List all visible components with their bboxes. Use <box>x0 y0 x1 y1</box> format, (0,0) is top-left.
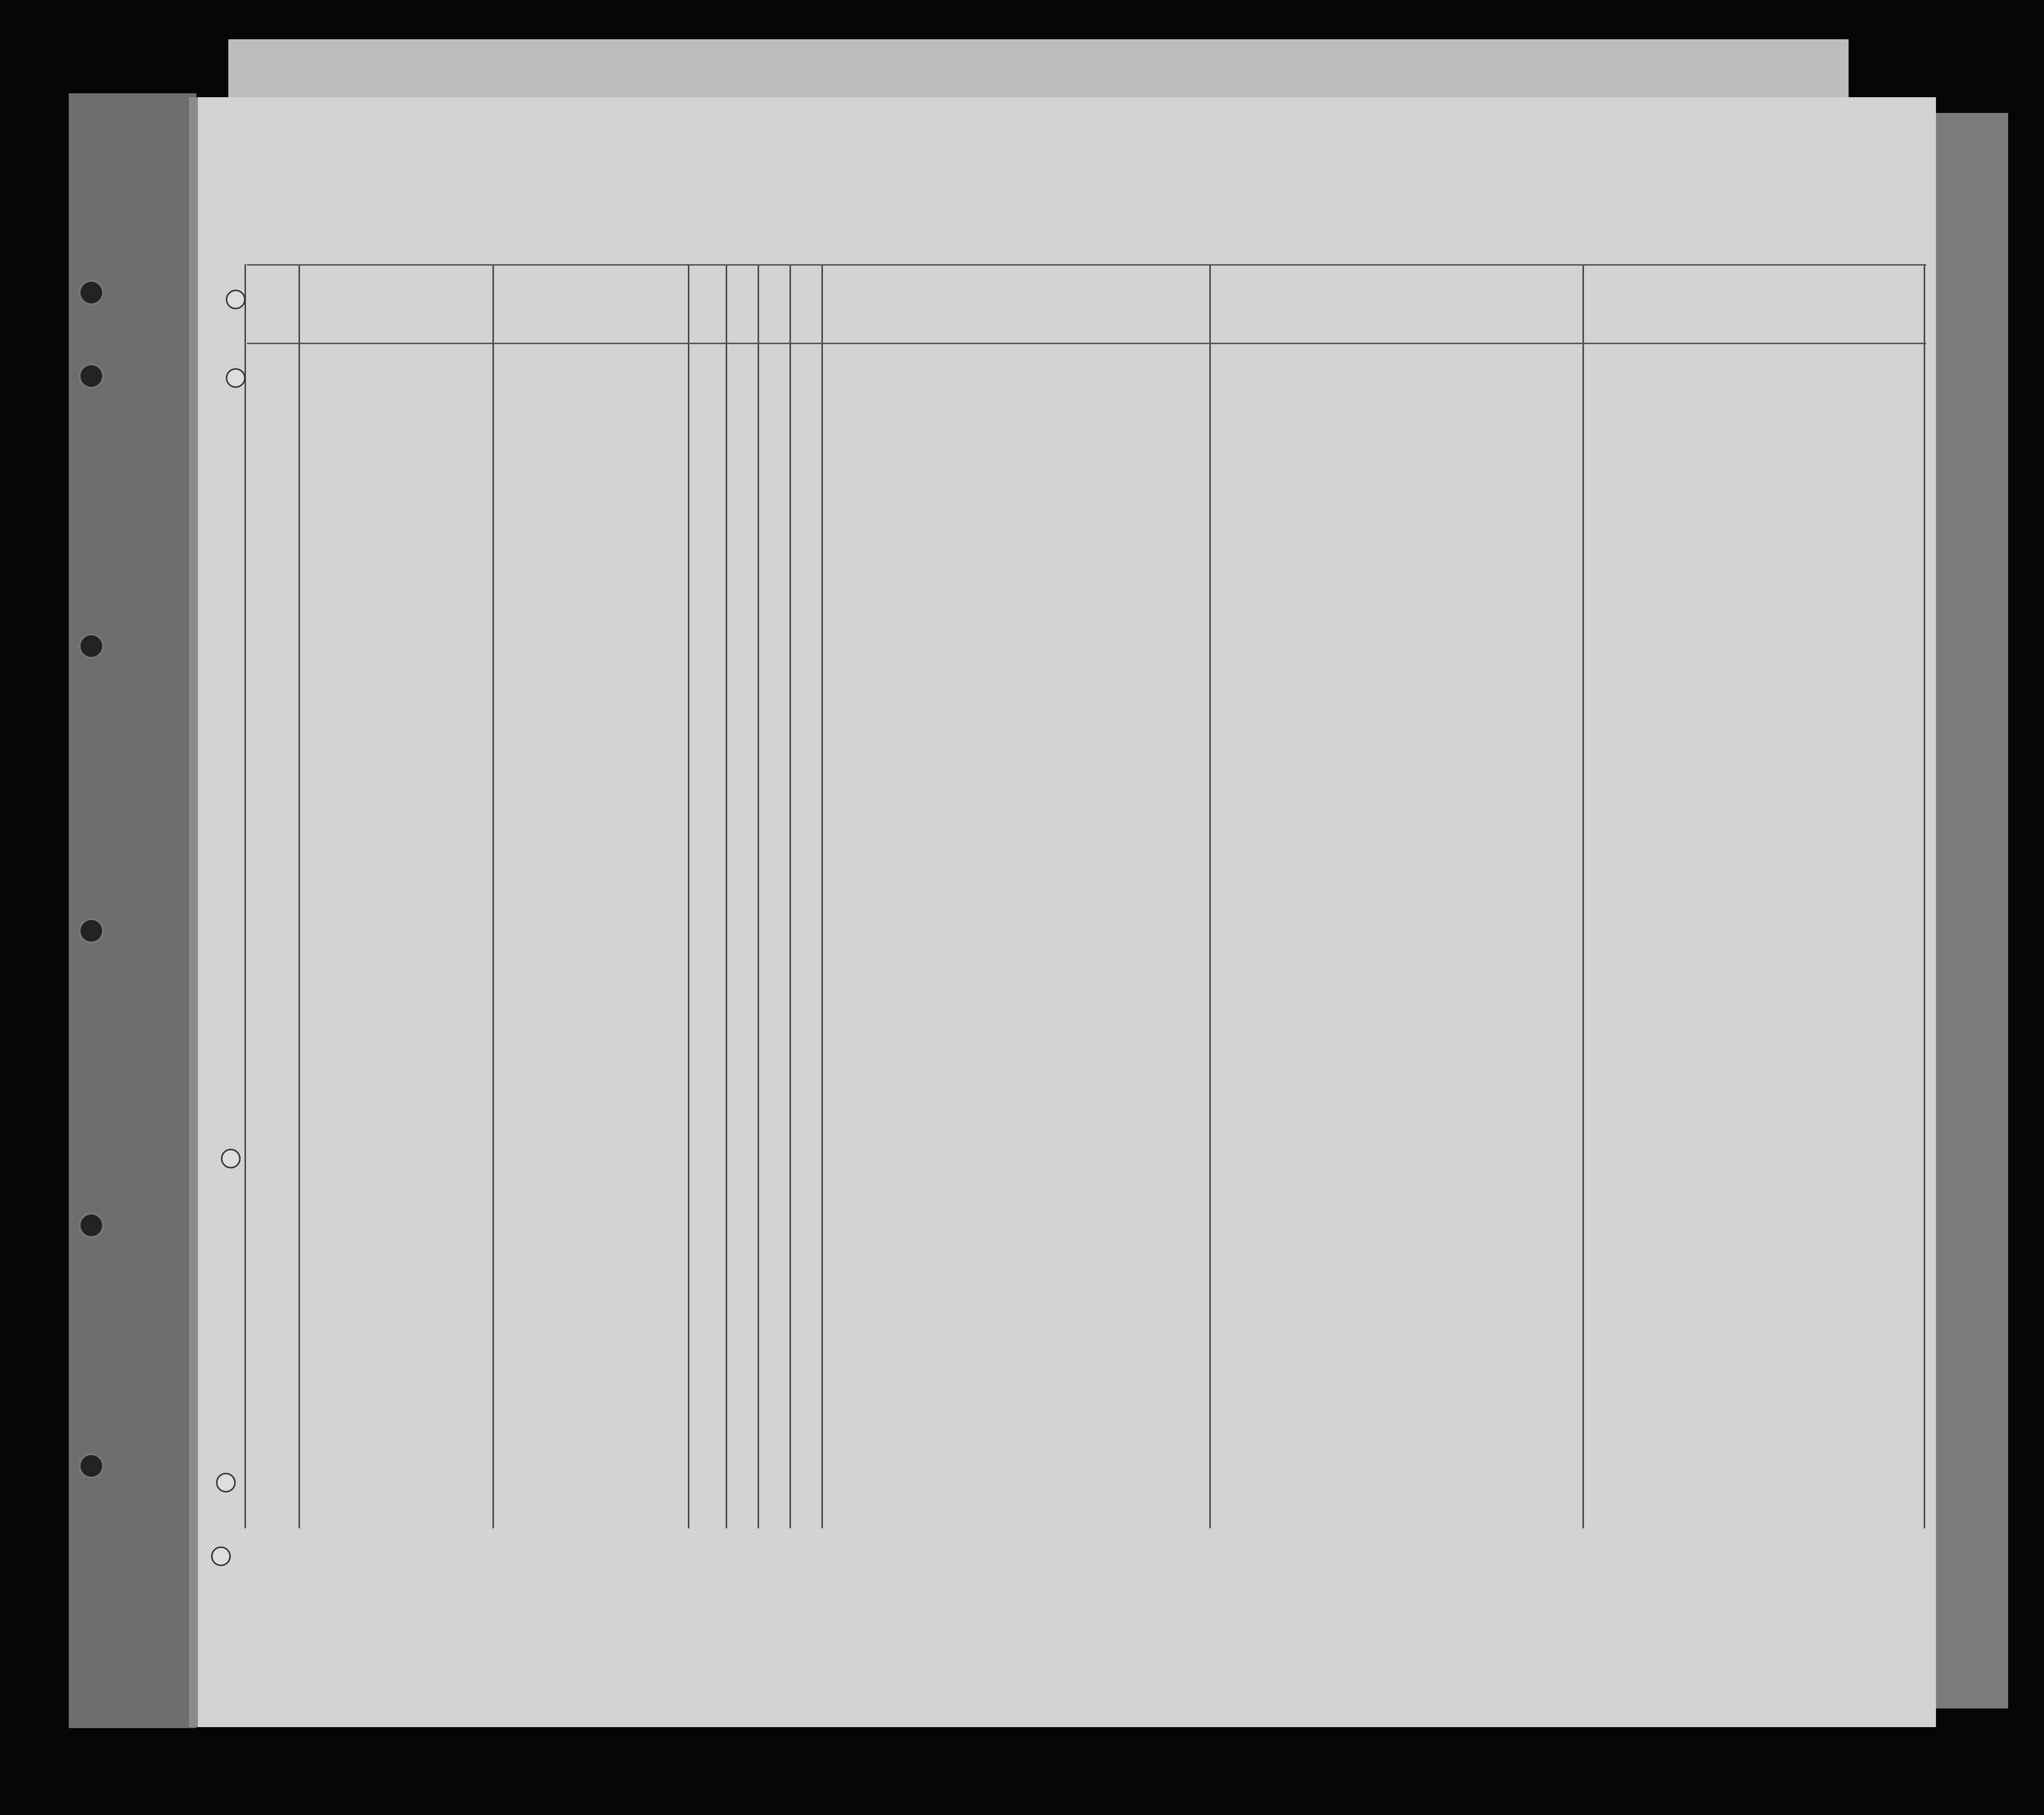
punch-hole <box>226 368 245 388</box>
punch-hole <box>221 1149 241 1168</box>
col-line <box>688 264 689 1528</box>
punch-hole <box>79 1453 104 1479</box>
col-line <box>726 264 727 1528</box>
col-line <box>299 264 300 1528</box>
punch-hole <box>211 1546 231 1566</box>
back-sheet-top <box>228 39 1849 103</box>
col-line <box>492 264 494 1528</box>
col-line <box>1582 264 1584 1528</box>
header-bottom-rule <box>247 343 1926 344</box>
header-top-rule <box>247 264 1926 266</box>
back-sheet-left <box>69 93 196 1728</box>
punch-hole <box>216 1473 236 1492</box>
punch-hole <box>79 1213 104 1238</box>
punch-hole <box>79 633 104 659</box>
punch-hole <box>226 290 245 309</box>
col-line <box>1924 264 1925 1528</box>
punch-hole <box>79 363 104 389</box>
col-line <box>821 264 823 1528</box>
passenger-table <box>198 264 1936 1526</box>
punch-hole <box>79 280 104 305</box>
punch-hole <box>79 918 104 944</box>
manifest-page <box>189 97 1936 1727</box>
col-line <box>1209 264 1211 1528</box>
col-line <box>245 264 246 1528</box>
back-sheet-right <box>1925 113 2008 1708</box>
col-line <box>758 264 759 1528</box>
col-line <box>790 264 791 1528</box>
